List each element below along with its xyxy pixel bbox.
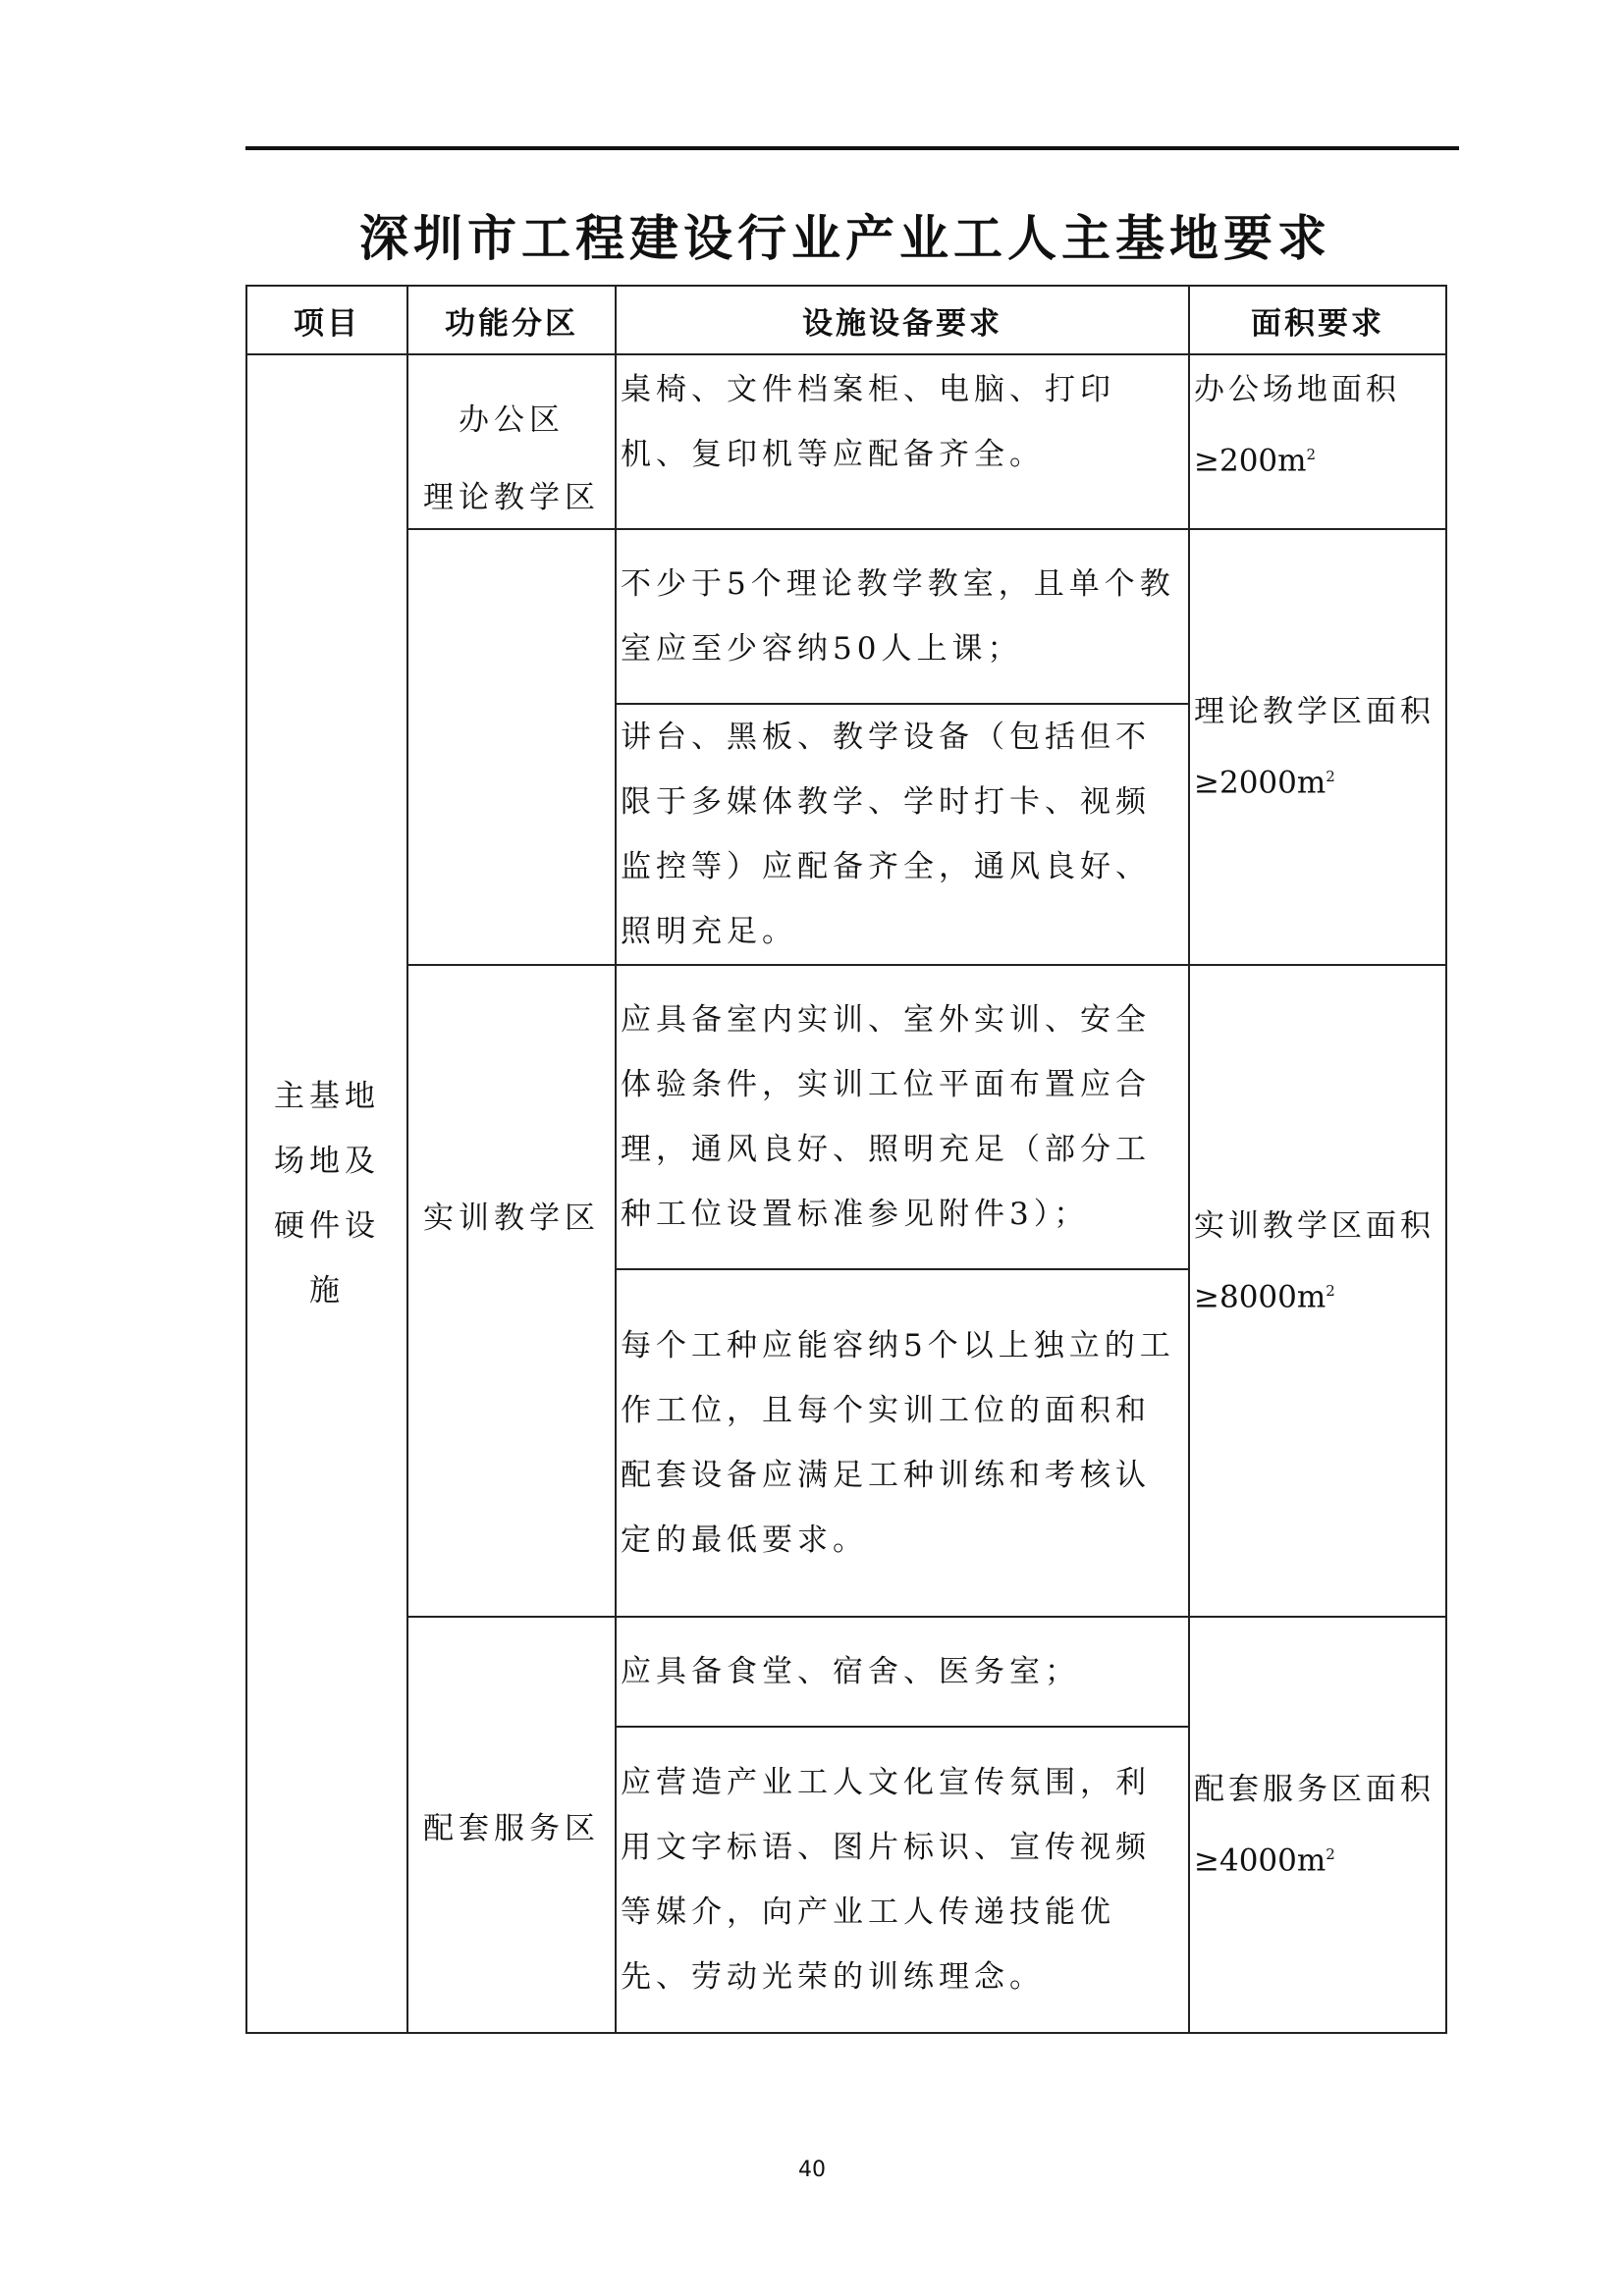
equipment-cell: 每个工种应能容纳5个以上独立的工作工位，且每个实训工位的面积和配套设备应满足工种训练和考核认定的最低要求。	[616, 1269, 1189, 1617]
area-unit-sup: 2	[1326, 1281, 1335, 1300]
project-label: 主基地场地及硬件设施	[274, 1079, 380, 1308]
area-cell	[1189, 965, 1446, 1617]
header-rule	[245, 146, 1459, 150]
area-label: 办公场地面积	[1194, 372, 1400, 407]
table-header-row	[246, 286, 1446, 354]
area-unit-sup: 2	[1326, 1844, 1335, 1863]
zone-theory: 理论教学区	[407, 529, 616, 965]
zone-training: 实训教学区	[407, 965, 616, 1617]
area-value: ≥2000m	[1194, 765, 1326, 801]
area-value: ≥8000m	[1194, 1279, 1326, 1315]
area-value: ≥200m	[1194, 443, 1307, 479]
header-equipment: 设施设备要求	[616, 286, 1189, 354]
area-label: 配套服务区面积	[1194, 1771, 1435, 1807]
area-unit-sup: 2	[1306, 446, 1317, 463]
table-row	[246, 965, 1446, 1269]
area-unit-sup: 2	[1326, 767, 1335, 785]
area-cell	[1189, 529, 1446, 965]
area-label: 实训教学区面积	[1194, 1207, 1435, 1244]
area-cell	[1189, 354, 1446, 529]
table-row	[246, 1617, 1446, 1727]
equipment-cell: 应营造产业工人文化宣传氛围，利用文字标语、图片标识、宣传视频等媒介，向产业工人传递技能优先、劳动光荣的训练理念。	[616, 1727, 1189, 2033]
project-cell	[246, 354, 407, 2033]
table-row	[246, 529, 1446, 704]
page-number: 40	[798, 2158, 826, 2182]
area-label: 理论教学区面积	[1194, 693, 1435, 729]
equipment-cell: 应具备室内实训、室外实训、安全体验条件，实训工位平面布置应合理，通风良好、照明充足（部分工种工位设置标准参见附件3）；	[616, 965, 1189, 1269]
requirements-table	[245, 285, 1447, 2034]
equipment-cell: 桌椅、文件档案柜、电脑、打印机、复印机等应配备齐全。	[616, 354, 1189, 529]
area-value: ≥4000m	[1194, 1842, 1326, 1879]
equipment-cell: 讲台、黑板、教学设备（包括但不限于多媒体教学、学时打卡、视频监控等）应配备齐全，通风良好、照明充足。	[616, 704, 1189, 965]
zone-office: 办公区	[407, 354, 616, 529]
zone-support: 配套服务区	[407, 1617, 616, 2033]
equipment-cell: 不少于5个理论教学教室，且单个教室应至少容纳50人上课；	[616, 529, 1189, 704]
header-project: 项目	[246, 286, 407, 354]
document-title: 深圳市工程建设行业产业工人主基地要求	[359, 210, 1331, 267]
header-zone: 功能分区	[407, 286, 616, 354]
header-area: 面积要求	[1189, 286, 1446, 354]
area-cell	[1189, 1617, 1446, 2033]
equipment-cell: 应具备食堂、宿舍、医务室；	[616, 1617, 1189, 1727]
